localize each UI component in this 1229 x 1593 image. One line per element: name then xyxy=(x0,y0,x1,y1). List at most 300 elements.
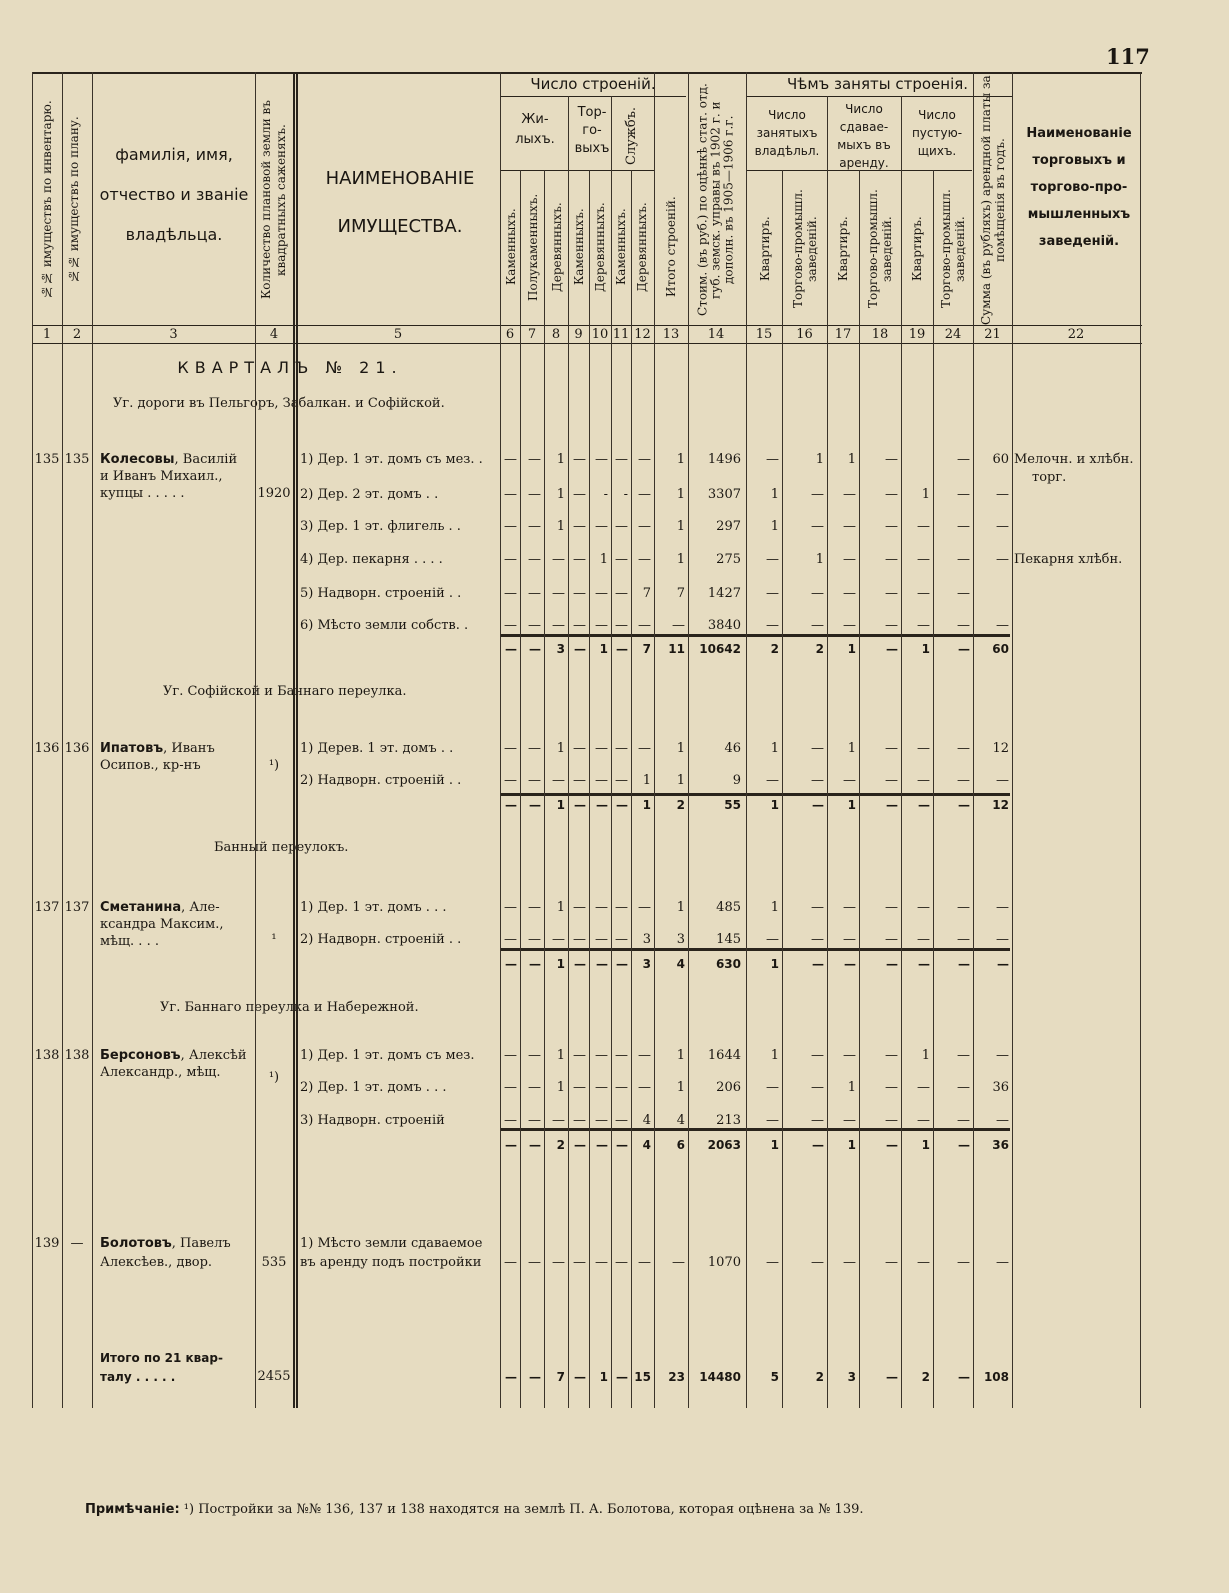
row-value: 1 xyxy=(676,1080,685,1095)
subtotal-value: 2 xyxy=(556,1138,565,1152)
row-value: 60 xyxy=(992,452,1009,467)
header-sub-owner: Число занятыхъ владѣльл. xyxy=(754,108,820,158)
column-number: 21 xyxy=(984,327,1001,342)
subtotal-value: — xyxy=(596,798,608,812)
row-value: — xyxy=(957,1113,970,1128)
subtotal-value: 23 xyxy=(668,1370,685,1384)
row-value: — xyxy=(811,1080,824,1095)
subtotal-value: — xyxy=(918,957,930,971)
row-value: — xyxy=(552,1255,565,1270)
row-value: — xyxy=(957,618,970,633)
subtotal-value: 3 xyxy=(847,1370,856,1384)
column-number: 18 xyxy=(871,327,889,342)
row-value: 1644 xyxy=(707,1048,741,1063)
row-value: 1 xyxy=(676,519,685,534)
subtotal-value: 1 xyxy=(847,1138,856,1152)
subtotal-value: — xyxy=(574,1138,586,1152)
column-number: 17 xyxy=(834,327,852,342)
header-col21: Сумма (въ рубляхъ) арендной платы за помѣщенія въ годъ. xyxy=(979,75,1007,325)
footnote xyxy=(85,1502,864,1517)
row-value: — xyxy=(573,773,586,788)
establishment-name: Мелочн. и хлѣбн. xyxy=(1014,452,1134,467)
row-value: — xyxy=(957,932,970,947)
column-number: 15 xyxy=(755,327,773,342)
subtotal-value: — xyxy=(812,1138,824,1152)
subtotal-value: 4 xyxy=(676,957,685,971)
property-description: 2) Надворн. строеній . . xyxy=(300,773,462,788)
row-value: 1 xyxy=(921,1048,930,1063)
subtotal-value: — xyxy=(596,1138,608,1152)
row-value: — xyxy=(528,519,541,534)
row-rule xyxy=(32,325,1142,326)
header-group-occupied: Чѣмъ заняты строенія. xyxy=(786,75,969,93)
row-value: — xyxy=(504,452,517,467)
row-value: — xyxy=(595,586,608,601)
subtotal-value: 2 xyxy=(770,642,779,656)
row-value: — xyxy=(766,1080,779,1095)
row-value: — xyxy=(917,1113,930,1128)
row-value: 3 xyxy=(676,932,685,947)
header-col8: Деревянныхъ. xyxy=(550,202,564,292)
row-value: 1 xyxy=(599,552,608,567)
row-value: — xyxy=(885,1080,898,1095)
column-rule xyxy=(255,72,256,1408)
row-value: — xyxy=(504,1113,517,1128)
plan-number: — xyxy=(70,1236,84,1251)
subtotal-value: — xyxy=(505,798,517,812)
owner-name xyxy=(100,900,255,916)
row-value: 1 xyxy=(556,900,565,915)
row-value: — xyxy=(672,1255,685,1270)
subtotal-value: 1 xyxy=(921,642,930,656)
property-description: 3) Дер. 1 эт. флигель . . xyxy=(300,519,461,534)
row-value: 275 xyxy=(716,552,741,567)
row-value: — xyxy=(957,1255,970,1270)
land-area: 1920 xyxy=(257,486,291,501)
subtotal-value: — xyxy=(616,1370,628,1384)
property-description: 2) Дер. 2 эт. домъ . . xyxy=(300,487,439,502)
row-value: — xyxy=(917,900,930,915)
row-value: 1 xyxy=(815,552,824,567)
subtotal-value: 2 xyxy=(815,642,824,656)
subtotal-value: — xyxy=(886,1370,898,1384)
row-value: — xyxy=(638,452,651,467)
row-value: — xyxy=(957,586,970,601)
property-description: 5) Надворн. строеній . . xyxy=(300,586,462,601)
column-number: 24 xyxy=(944,327,962,342)
row-value: — xyxy=(843,1113,856,1128)
column-number: 19 xyxy=(908,327,926,342)
column-rule xyxy=(973,96,974,170)
row-value: — xyxy=(615,552,628,567)
row-value: — xyxy=(843,1048,856,1063)
row-value: — xyxy=(615,773,628,788)
row-value: — xyxy=(595,900,608,915)
row-value: — xyxy=(638,519,651,534)
subtotal-value: 11 xyxy=(668,642,685,656)
header-col9: Каменныхъ. xyxy=(572,208,586,286)
row-value: 1 xyxy=(847,1080,856,1095)
subtotal-value: 55 xyxy=(724,798,741,812)
subtotal-value: — xyxy=(529,1138,541,1152)
row-value: — xyxy=(504,1255,517,1270)
row-rule xyxy=(32,343,1142,344)
row-value: — xyxy=(885,773,898,788)
subtotal-value: — xyxy=(886,1138,898,1152)
subtotal-value: — xyxy=(958,798,970,812)
row-value: 1 xyxy=(770,741,779,756)
row-value: — xyxy=(957,741,970,756)
row-value: — xyxy=(638,1255,651,1270)
row-value: 1 xyxy=(815,452,824,467)
row-value: — xyxy=(504,487,517,502)
row-value: — xyxy=(957,487,970,502)
row-value: — xyxy=(504,1080,517,1095)
row-value: — xyxy=(552,586,565,601)
subtotal-value: — xyxy=(844,957,856,971)
subtotal-value: — xyxy=(616,1138,628,1152)
header-sub-rented: Число сдавае-мыхъ въ аренду. xyxy=(837,102,891,170)
row-value: — xyxy=(595,932,608,947)
row-value: — xyxy=(811,487,824,502)
row-value: — xyxy=(843,519,856,534)
subtotal-value: 2063 xyxy=(707,1138,741,1152)
land-area: 535 xyxy=(261,1255,287,1270)
property-description: 6) Мѣсто земли собств. . xyxy=(300,618,469,633)
owner-surname: Колесовы xyxy=(100,452,175,467)
row-value: 1 xyxy=(642,773,651,788)
property-description: 1) Дер. 1 эт. домъ съ мез. . xyxy=(300,452,483,467)
subtotal-value: 2 xyxy=(921,1370,930,1384)
row-value: 1 xyxy=(676,773,685,788)
row-value: — xyxy=(811,618,824,633)
owner-surname: Болотовъ xyxy=(100,1236,172,1251)
header-col5: НАИМЕНОВАНІЕ ИМУЩЕСТВА. xyxy=(325,168,475,237)
row-value: 145 xyxy=(716,932,741,947)
row-value: — xyxy=(917,519,930,534)
section-heading-3: Банный переулокъ. xyxy=(214,840,349,855)
row-value: — xyxy=(615,1080,628,1095)
subtotal-value: 2 xyxy=(676,798,685,812)
column-rule xyxy=(827,96,828,1408)
row-value: — xyxy=(885,618,898,633)
row-value: — xyxy=(996,1048,1009,1063)
row-value: — xyxy=(885,900,898,915)
row-value: — xyxy=(552,1113,565,1128)
row-value: — xyxy=(528,586,541,601)
column-rule xyxy=(611,96,612,1408)
column-number: 16 xyxy=(796,327,813,342)
row-value: — xyxy=(843,932,856,947)
subtotal-value: 1 xyxy=(642,798,651,812)
owner-given: , Але- xyxy=(181,900,220,915)
header-col11: Каменныхъ. xyxy=(614,208,628,286)
row-value: — xyxy=(885,1048,898,1063)
row-value: — xyxy=(504,586,517,601)
column-number: 5 xyxy=(393,327,403,342)
column-rule xyxy=(32,72,33,1408)
row-value: — xyxy=(552,618,565,633)
section-heading-1: Уг. дороги въ Пельгоръ, Забалкан. и Софійской. xyxy=(113,396,445,411)
row-value: — xyxy=(615,586,628,601)
row-value: — xyxy=(885,452,898,467)
row-value: — xyxy=(528,741,541,756)
subtotal-value: 1 xyxy=(847,642,856,656)
row-value: — xyxy=(917,1255,930,1270)
row-rule xyxy=(32,72,1142,74)
property-description: 2) Надворн. строеній . . xyxy=(300,932,462,947)
header-col17: Квартиръ. xyxy=(836,216,850,282)
property-description: 1) Дерев. 1 эт. домъ . . xyxy=(300,741,454,756)
subtotal-value: 1 xyxy=(770,957,779,971)
subtotal-value: 108 xyxy=(983,1370,1009,1384)
column-rule xyxy=(654,96,655,170)
subtotal-value: 14480 xyxy=(699,1370,741,1384)
header-col14: Стоим. (въ руб.) по оцѣнкѣ стат. отд. губ. земск. управы въ 1902 г. и дополн. въ 1905—1906 г.г. xyxy=(695,83,736,317)
row-value: — xyxy=(996,487,1009,502)
column-number: 4 xyxy=(269,327,279,342)
row-value: 3307 xyxy=(707,487,741,502)
header-col6: Каменныхъ. xyxy=(504,208,518,286)
row-value: 3840 xyxy=(707,618,741,633)
row-value: — xyxy=(528,452,541,467)
subtotal-value: 1 xyxy=(599,642,608,656)
row-value: — xyxy=(615,932,628,947)
row-value: — xyxy=(595,1255,608,1270)
row-value: — xyxy=(615,1255,628,1270)
property-description: 2) Дер. 1 эт. домъ . . . xyxy=(300,1080,447,1095)
subtotal-value: 60 xyxy=(992,642,1009,656)
header-col12: Деревянныхъ. xyxy=(635,202,649,292)
owner-name xyxy=(100,1048,255,1064)
subtotal-value: — xyxy=(997,957,1009,971)
row-value: — xyxy=(957,452,970,467)
owner-given: , Павелъ xyxy=(171,1236,231,1251)
subtotal-value: 4 xyxy=(642,1138,651,1152)
row-value: — xyxy=(957,900,970,915)
row-value: — xyxy=(573,618,586,633)
row-value: 1496 xyxy=(707,452,741,467)
subtotal-value: — xyxy=(918,798,930,812)
header-col7: Полукаменныхъ. xyxy=(526,193,540,301)
row-value: 1 xyxy=(770,1048,779,1063)
subtotal-value: — xyxy=(574,798,586,812)
row-value: — xyxy=(638,900,651,915)
subtotal-value: — xyxy=(505,1370,517,1384)
header-sub-service: Службъ. xyxy=(624,106,639,166)
row-value: — xyxy=(528,900,541,915)
column-number: 9 xyxy=(574,327,583,342)
column-rule xyxy=(500,72,501,1408)
column-number: 14 xyxy=(707,327,725,342)
column-rule xyxy=(746,72,747,1408)
column-rule xyxy=(654,72,655,1408)
owner-surname: Сметанина xyxy=(100,900,182,915)
row-value: — xyxy=(885,586,898,601)
row-value: — xyxy=(504,519,517,534)
row-value: 1 xyxy=(847,452,856,467)
row-value: — xyxy=(615,1113,628,1128)
header-col24: Торгово-промышл. заведеній. xyxy=(939,189,967,309)
subtotal-value: 1 xyxy=(921,1138,930,1152)
plan-number: 138 xyxy=(64,1048,90,1063)
subtotal-value: 1 xyxy=(599,1370,608,1384)
row-value: 1 xyxy=(556,1048,565,1063)
row-value: — xyxy=(504,773,517,788)
row-value: — xyxy=(504,741,517,756)
column-number: 3 xyxy=(169,327,178,342)
row-value: — xyxy=(638,552,651,567)
row-value: — xyxy=(573,1080,586,1095)
subtotal-value: 36 xyxy=(992,1138,1009,1152)
row-value: 1 xyxy=(676,741,685,756)
row-value: 1 xyxy=(556,452,565,467)
column-rule xyxy=(901,96,902,1408)
row-value: — xyxy=(996,932,1009,947)
inventory-number: 139 xyxy=(34,1236,60,1251)
row-value: — xyxy=(766,1255,779,1270)
row-rule xyxy=(500,96,686,97)
row-value: — xyxy=(595,519,608,534)
subtotal-value: 3 xyxy=(556,642,565,656)
column-rule xyxy=(589,170,590,1408)
row-value: — xyxy=(843,487,856,502)
section-heading-4: Уг. Баннаго переулка и Набережной. xyxy=(160,1000,419,1015)
subtotal-value: — xyxy=(958,1370,970,1384)
row-value: — xyxy=(811,1255,824,1270)
row-value: 1 xyxy=(847,741,856,756)
row-value: — xyxy=(811,932,824,947)
column-rule xyxy=(631,170,632,1408)
row-value: — xyxy=(917,1080,930,1095)
row-value: — xyxy=(843,1255,856,1270)
owner-given: , Василій xyxy=(174,452,238,467)
row-value: 1 xyxy=(921,487,930,502)
subtotal-value: — xyxy=(812,798,824,812)
row-value: — xyxy=(996,1113,1009,1128)
subtotal-value: — xyxy=(958,642,970,656)
subtotal-value: — xyxy=(529,642,541,656)
row-value: — xyxy=(885,1113,898,1128)
subtotal-value: 5 xyxy=(770,1370,779,1384)
row-value: - xyxy=(623,487,628,502)
row-value: — xyxy=(504,552,517,567)
row-value: — xyxy=(573,519,586,534)
row-value: 1427 xyxy=(707,586,741,601)
column-rule xyxy=(782,170,783,1408)
header-sub-trade: Тор-го-выхъ xyxy=(574,105,610,156)
property-description: 1) Дер. 1 эт. домъ съ мез. xyxy=(300,1048,475,1063)
row-value: — xyxy=(766,773,779,788)
subtotal-value: — xyxy=(886,798,898,812)
property-description: въ аренду подъ постройки xyxy=(300,1255,482,1270)
header-col2: №№ имуществъ по плану. xyxy=(67,116,81,284)
section-heading-2: Уг. Софійской и Баннаго переулка. xyxy=(163,684,407,699)
footnote-text: ¹) Постройки за №№ 136, 137 и 138 находятся на землѣ П. А. Болотова, которая оцѣнена за № 139. xyxy=(183,1502,864,1517)
subtotal-value: 6 xyxy=(676,1138,685,1152)
column-rule xyxy=(688,72,689,1408)
column-rule xyxy=(520,170,521,1408)
subtotal-value: — xyxy=(886,957,898,971)
column-rule xyxy=(296,72,298,1408)
row-value: — xyxy=(811,900,824,915)
row-value: — xyxy=(957,1048,970,1063)
row-value: — xyxy=(843,773,856,788)
inventory-number: 137 xyxy=(34,900,60,915)
row-value: 1 xyxy=(556,741,565,756)
row-value: — xyxy=(573,741,586,756)
column-number: 11 xyxy=(612,327,630,342)
row-value: — xyxy=(528,487,541,502)
subtotal-value: — xyxy=(812,957,824,971)
owner-name xyxy=(100,741,255,757)
footnote-label: Примѣчаніе: xyxy=(85,1502,180,1517)
row-value: 1 xyxy=(556,487,565,502)
row-value: — xyxy=(957,552,970,567)
subtotal-value: — xyxy=(616,798,628,812)
row-value: — xyxy=(528,932,541,947)
header-col15: Квартиръ. xyxy=(758,216,772,282)
row-value: — xyxy=(811,1113,824,1128)
owner-surname: Берсоновъ xyxy=(100,1048,181,1063)
subtotal-value: — xyxy=(616,642,628,656)
row-value: — xyxy=(843,586,856,601)
column-rule xyxy=(92,72,93,1408)
owner-name-line2: ксандра Максим., xyxy=(100,917,224,932)
row-value: — xyxy=(766,552,779,567)
row-value: — xyxy=(573,900,586,915)
subtotal-value: — xyxy=(529,1370,541,1384)
row-value: 1 xyxy=(676,1048,685,1063)
inventory-number: 136 xyxy=(34,741,60,756)
subtotal-value: — xyxy=(596,957,608,971)
row-value: — xyxy=(504,1048,517,1063)
column-rule xyxy=(859,170,860,1408)
subtotal-value: — xyxy=(529,798,541,812)
column-rule xyxy=(1012,72,1013,1408)
subtotal-value: 1 xyxy=(847,798,856,812)
row-value: — xyxy=(885,741,898,756)
quarter-total-land: 2455 xyxy=(257,1369,291,1384)
header-group-buildings: Число строеній. xyxy=(530,75,656,93)
row-value: — xyxy=(885,1255,898,1270)
quarter-total-label-line2: талу . . . . . xyxy=(100,1370,176,1384)
owner-given: , Иванъ xyxy=(163,741,215,756)
row-value: — xyxy=(552,932,565,947)
owner-given: , Алексѣй xyxy=(180,1048,247,1063)
row-value: — xyxy=(638,618,651,633)
land-area: ¹ xyxy=(271,932,277,947)
row-value: — xyxy=(811,773,824,788)
owner-name-line2: Осипов., кр-нъ xyxy=(100,758,201,773)
column-rule xyxy=(568,96,569,1408)
row-value: — xyxy=(595,773,608,788)
quarter-title: КВАРТАЛЪ № 21. xyxy=(177,358,403,377)
row-value: — xyxy=(843,618,856,633)
row-value: 7 xyxy=(676,586,685,601)
row-value: 4 xyxy=(642,1113,651,1128)
subtotal-value: — xyxy=(958,957,970,971)
row-value: — xyxy=(811,741,824,756)
column-rule xyxy=(544,170,545,1408)
row-value: 7 xyxy=(642,586,651,601)
row-value: — xyxy=(996,552,1009,567)
column-rule xyxy=(973,72,974,1408)
subtotal-value: — xyxy=(505,957,517,971)
row-value: — xyxy=(638,1080,651,1095)
subtotal-value: 1 xyxy=(556,957,565,971)
row-value: — xyxy=(843,552,856,567)
